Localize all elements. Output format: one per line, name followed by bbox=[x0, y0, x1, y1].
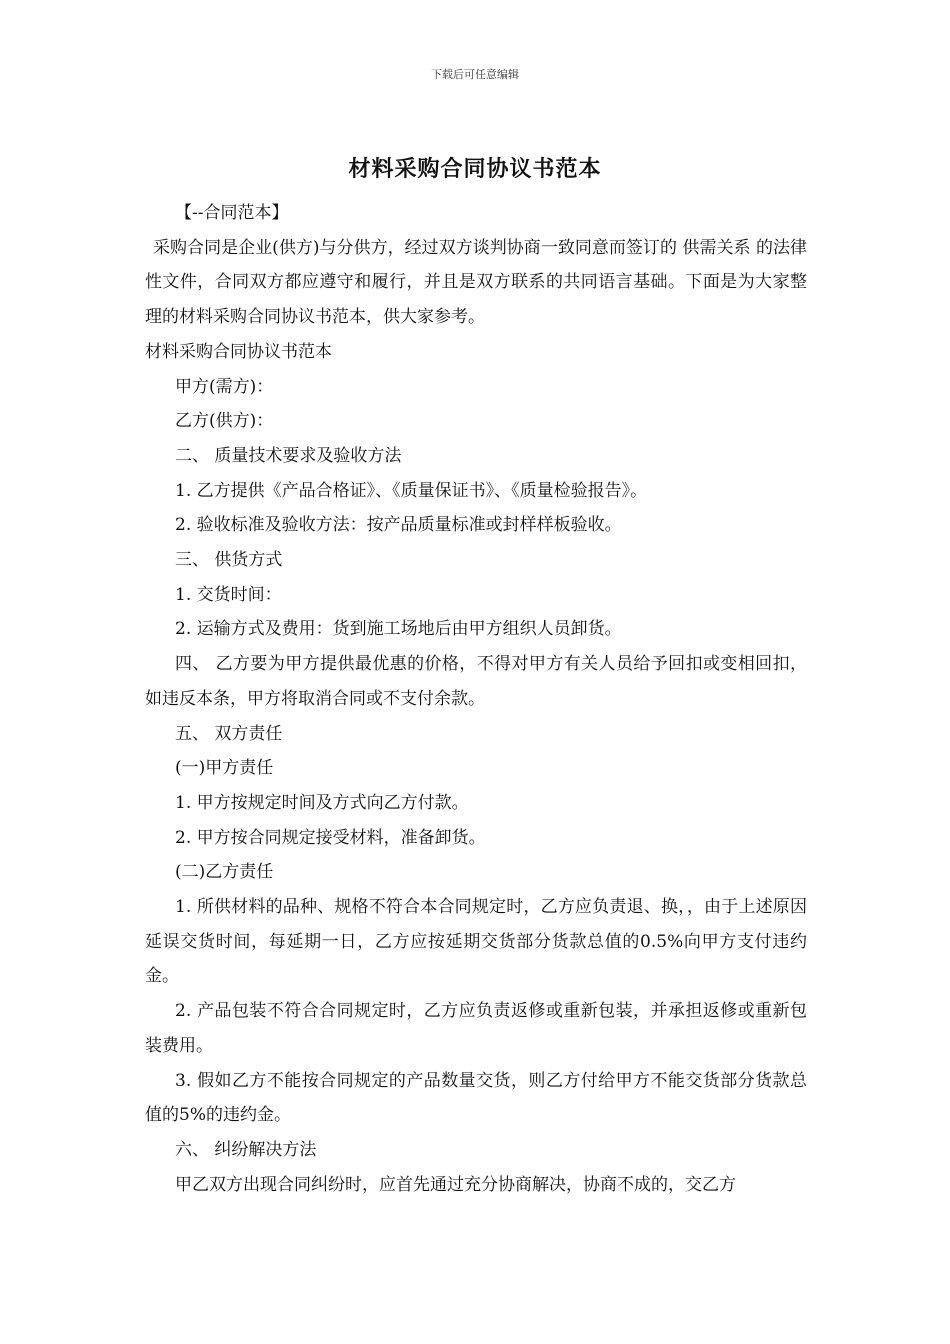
paragraph-17: (二)乙方责任 bbox=[175, 862, 274, 883]
paragraph-6: 二、 质量技术要求及验收方法 bbox=[175, 445, 402, 466]
paragraph-18: 1. 所供材料的品种、规格不符合本合同规定时，乙方应负责退、换，，由于上述原因延误交货时间，每延期一日，乙方应按延期交货部分货款总值的0.5%向甲方支付违约金。 bbox=[145, 897, 807, 987]
paragraph-11: 2. 运输方式及费用：货到施工场地后由甲方组织人员卸货。 bbox=[175, 619, 622, 640]
paragraph-22: 甲乙双方出现合同纠纷时，应首先通过充分协商解决，协商不成的，交乙方 bbox=[175, 1174, 736, 1195]
paragraph-16: 2. 甲方按合同规定接受材料，准备卸货。 bbox=[175, 827, 486, 848]
paragraph-3: 材料采购合同协议书范本 bbox=[145, 341, 332, 362]
paragraph-12: 四、 乙方要为甲方提供最优惠的价格，不得对甲方有关人员给予回扣或变相回扣，如违反本条，甲方将取消合同或不支付余款。 bbox=[145, 654, 807, 709]
paragraph-15: 1. 甲方按规定时间及方式向乙方付款。 bbox=[175, 792, 469, 813]
paragraph-2: 采购合同是企业(供方)与分供方，经过双方谈判协商一致同意而签订的 供需关系 的法律性文件，合同双方都应遵守和履行，并且是双方联系的共同语言基础。下面是为大家整理的材料采购合同协议书范本，供大家参考。 bbox=[145, 237, 807, 328]
paragraph-4: 甲方(需方)： bbox=[175, 376, 274, 397]
paragraph-7: 1. 乙方提供《产品合格证》、《质量保证书》、《质量检验报告》。 bbox=[175, 480, 648, 501]
paragraph-21: 六、 纠纷解决方法 bbox=[175, 1139, 317, 1160]
paragraph-10: 1. 交货时间： bbox=[175, 584, 282, 605]
document-body bbox=[145, 196, 807, 1202]
paragraph-1: 【--合同范本】 bbox=[175, 203, 289, 223]
paragraph-13: 五、 双方责任 bbox=[175, 723, 283, 744]
paragraph-14: (一)甲方责任 bbox=[175, 758, 274, 779]
paragraph-5: 乙方(供方)： bbox=[175, 411, 274, 432]
document-title: 材料采购合同协议书范本 bbox=[348, 156, 602, 182]
paragraph-8: 2. 验收标准及验收方法：按产品质量标准或封样样板验收。 bbox=[175, 515, 622, 536]
paragraph-19: 2. 产品包装不符合合同规定时，乙方应负责返修或重新包装，并承担返修或重新包装费用。 bbox=[145, 1001, 807, 1056]
paragraph-9: 三、 供货方式 bbox=[175, 550, 283, 571]
paragraph-20: 3. 假如乙方不能按合同规定的产品数量交货，则乙方付给甲方不能交货部分货款总值的5%的违约金。 bbox=[145, 1070, 807, 1126]
header-note: 下载后可任意编辑 bbox=[431, 68, 519, 81]
